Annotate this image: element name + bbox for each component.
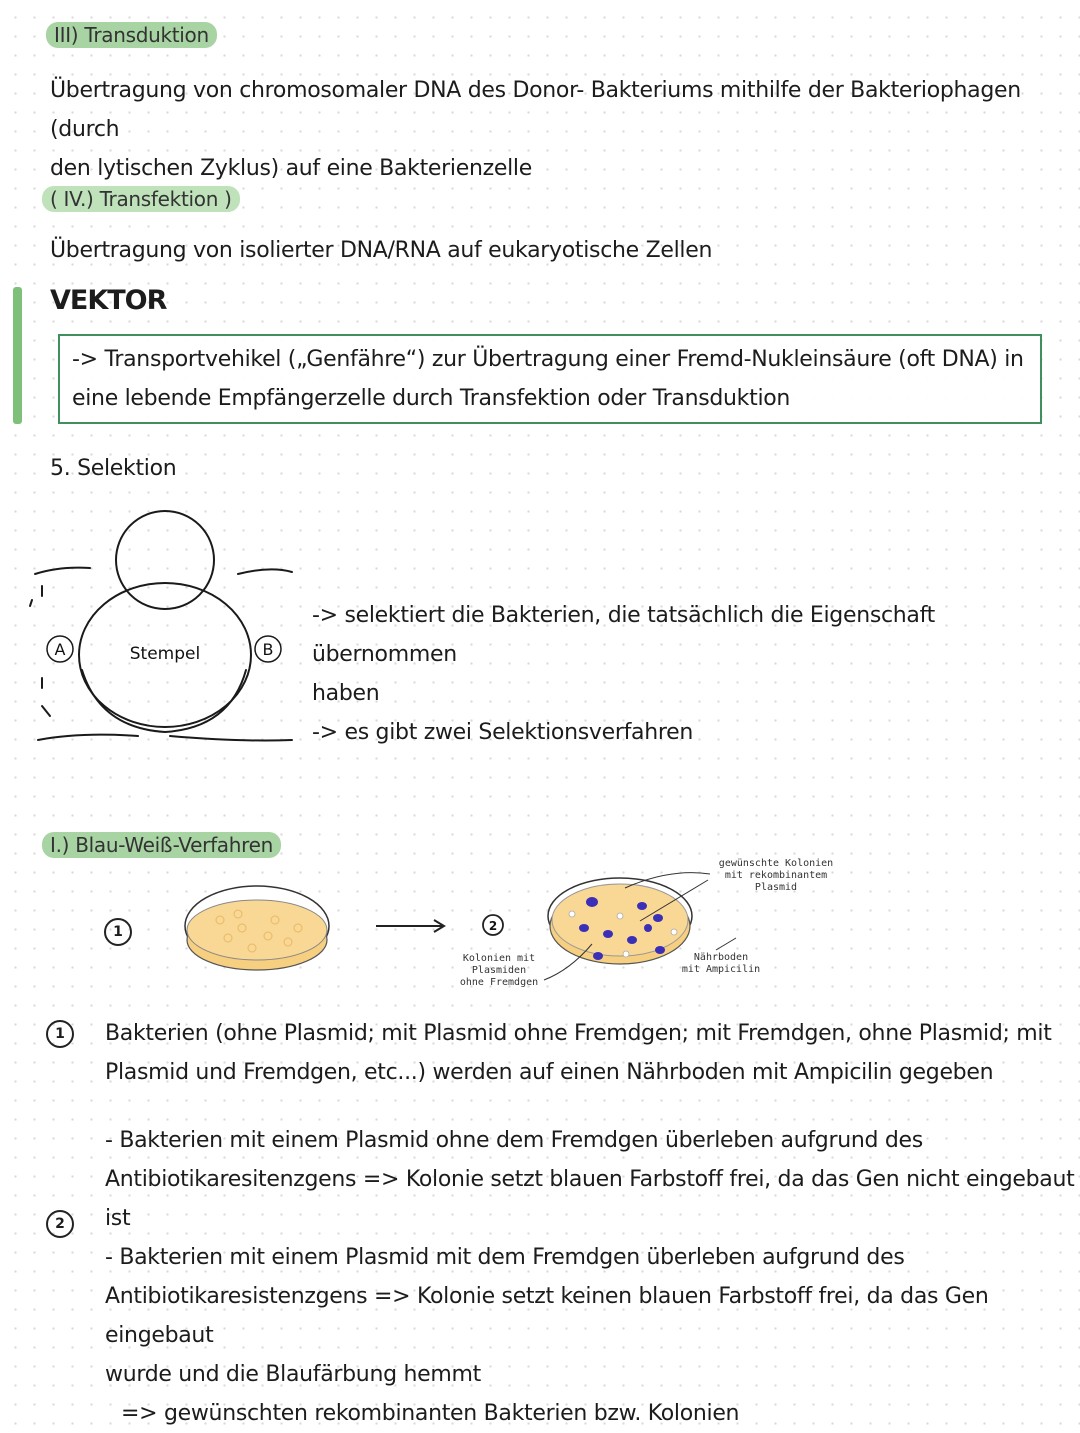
item1-line2: Plasmid und Fremdgen, etc...) werden auf einen Nährboden mit Ampicilin gegeben: [105, 1060, 994, 1085]
item2-line2: Antibiotikaresitenzgens => Kolonie setzt blauen Farbstoff frei, da das Gen nicht eingebaut ist: [105, 1167, 1075, 1231]
plate-a-top-edge: [35, 568, 90, 574]
label-medium: Nährboden mit Ampicilin: [681, 952, 761, 975]
transduktion-text: [50, 71, 1070, 188]
item2-marker: 2: [46, 1210, 74, 1238]
plate-b-top-edge: [238, 569, 292, 574]
vektor-accent-bar: [13, 287, 22, 424]
selektion-heading: 5. Selektion: [50, 456, 177, 481]
stamp-label: Stempel: [129, 644, 201, 664]
item2-line4: Antibiotikaresistenzgens => Kolonie setzt keinen blauen Farbstoff frei, da das Gen eingebaut: [105, 1284, 989, 1348]
stamp-base-rim: [82, 670, 246, 732]
label-colonies-without-fremdgen: Kolonien mit Plasmiden ohne Fremdgen: [459, 953, 539, 988]
item2-line6: => gewünschten rekombinanten Bakterien bzw. Kolonien: [121, 1401, 740, 1426]
item2-line3: - Bakterien mit einem Plasmid mit dem Fremdgen überleben aufgrund des: [105, 1245, 905, 1270]
label-desired-colonies: gewünschte Kolonien mit rekombinantem Plasmid: [718, 858, 834, 893]
transduktion-line2: den lytischen Zyklus) auf eine Bakterienzelle: [50, 156, 532, 181]
item2-line1: - Bakterien mit einem Plasmid ohne dem Fremdgen überleben aufgrund des: [105, 1128, 923, 1153]
item2-text: [105, 1121, 1075, 1433]
item2-line5: wurde und die Blaufärbung hemmt: [105, 1362, 481, 1387]
vektor-definition-box: [58, 334, 1042, 424]
selektion-line1: -> selektiert die Bakterien, die tatsächlich die Eigenschaft übernommen: [312, 603, 935, 667]
petri-dish-before: [185, 886, 329, 970]
transfektion-line1: Übertragung von isolierter DNA/RNA auf eukaryotische Zellen: [50, 238, 713, 263]
transduktion-line1: Übertragung von chromosomaler DNA des Donor- Bakteriums mithilfe der Bakteriophagen (durch: [50, 78, 1021, 142]
vektor-title: VEKTOR: [50, 285, 167, 316]
stamp-handle: [116, 511, 214, 609]
label-a: A: [54, 640, 66, 659]
item1-text: [105, 1014, 1075, 1092]
plate-a-bottom-edge: [38, 735, 138, 740]
petri-dish-after: [548, 878, 692, 964]
step1-marker: 1: [104, 918, 132, 946]
item1-line1: Bakterien (ohne Plasmid; mit Plasmid ohne Fremdgen; mit Fremdgen, ohne Plasmid; mit: [105, 1021, 1052, 1046]
vektor-line1: -> Transportvehikel („Genfähre“) zur Übertragung einer Fremd-Nukleinsäure (oft DNA) in: [72, 347, 1024, 372]
selektion-line2: haben: [312, 681, 380, 706]
vektor-line2: eine lebende Empfängerzelle durch Transfektion oder Transduktion: [72, 386, 791, 411]
plate-b-bottom-edge: [170, 736, 292, 741]
step2-marker: 2: [488, 919, 498, 933]
item1-marker: 1: [46, 1020, 74, 1048]
label-b: B: [262, 640, 274, 659]
transduktion-heading: III) Transduktion: [46, 22, 217, 48]
stamp-diagram: [20, 510, 310, 750]
blau-weiss-heading: I.) Blau-Weiß-Verfahren: [42, 832, 281, 858]
selektion-line3: -> es gibt zwei Selektionsverfahren: [312, 720, 693, 745]
transfektion-heading: ( IV.) Transfektion ): [42, 186, 240, 212]
selektion-text: [312, 596, 1072, 752]
